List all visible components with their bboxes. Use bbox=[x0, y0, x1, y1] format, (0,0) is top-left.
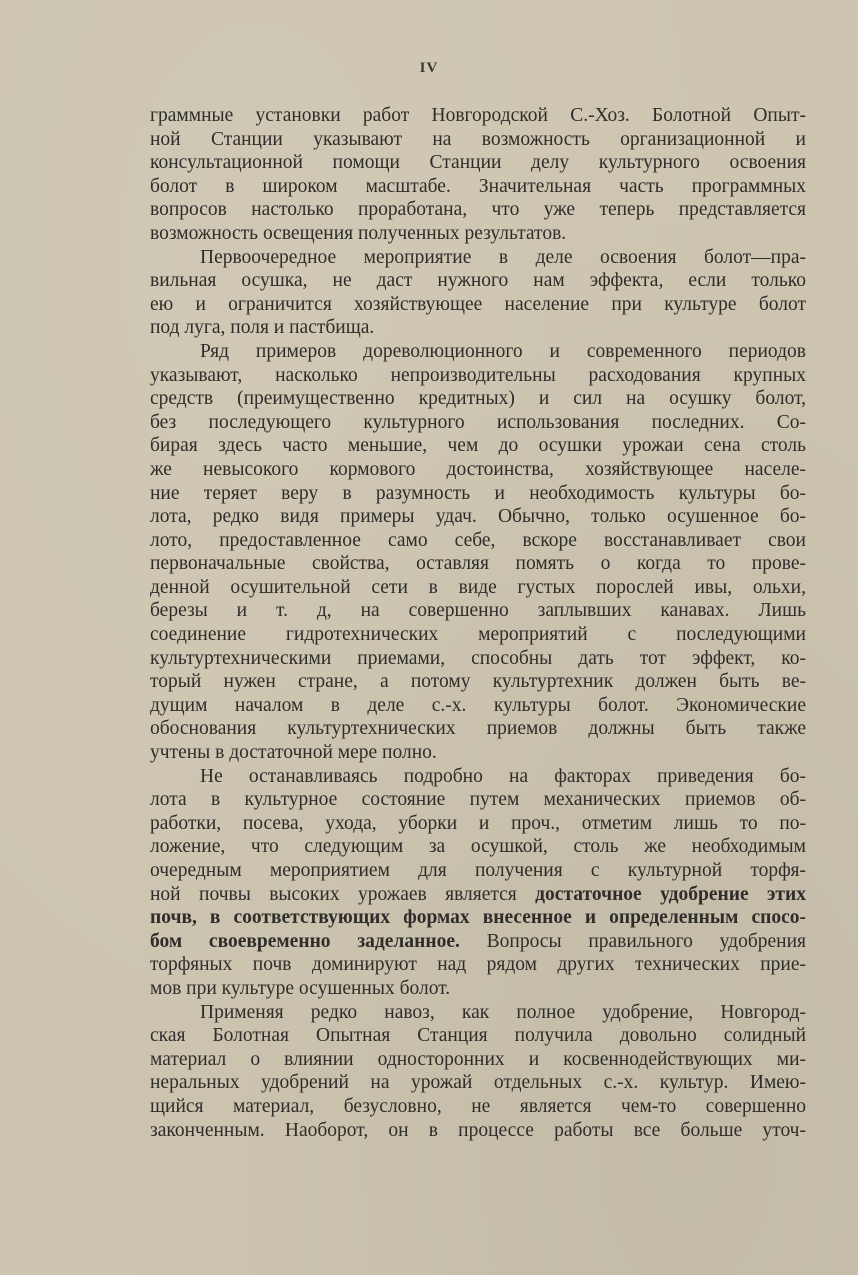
text-line: бирая здесь часто меньшие, чем до осушки урожаи сена столь bbox=[150, 435, 806, 457]
text-line: культуртехническими приемами, способны дать тот эффект, ко- bbox=[150, 647, 806, 669]
text-line: лота, редко видя примеры удач. Обычно, только осушенное бо- bbox=[150, 506, 806, 528]
paragraph-1 bbox=[150, 104, 806, 246]
text-line: Применяя редко навоз, как полное удобрение, Новгород- bbox=[200, 1001, 806, 1023]
text-line: материал о влиянии односторонних и косвеннодействующих ми- bbox=[150, 1048, 806, 1070]
text-line: Не останавливаясь подробно на факторах приведения бо- bbox=[200, 765, 806, 787]
text-line: мов при культуре осушенных болот. bbox=[150, 977, 451, 999]
text-line: торый нужен стране, а потому культуртехник должен быть ве- bbox=[150, 671, 806, 693]
text-line: Ряд примеров дореволюционного и современного периодов bbox=[200, 340, 806, 362]
text-line: торфяных почв доминируют над рядом других технических прие- bbox=[150, 954, 806, 976]
text-line: законченным. Наоборот, он в процессе работы все больше уточ- bbox=[150, 1119, 806, 1141]
text-line: вопросов настолько проработана, что уже теперь представляется bbox=[150, 199, 806, 221]
text-line: щийся материал, безусловно, не является чем-то совершенно bbox=[150, 1095, 806, 1117]
text-line: вильная осушка, не даст нужного нам эффекта, если только bbox=[150, 270, 806, 292]
text-line: указывают, насколько непроизводительны расходования крупных bbox=[150, 364, 806, 386]
text-segment: Вопросы правильного удобрения bbox=[459, 930, 806, 952]
text-line: возможность освещения полученных результатов. bbox=[150, 222, 567, 244]
paragraph-2 bbox=[150, 246, 806, 340]
text-line: консультационной помощи Станции делу культурного освоения bbox=[150, 152, 806, 174]
text-segment: ной почвы высоких урожаев является bbox=[150, 883, 536, 905]
text-line: соединение гидротехнических мероприятий с последующими bbox=[150, 624, 806, 646]
text-line: березы и т. д, на совершенно заплывших канавах. Лишь bbox=[150, 600, 806, 622]
paragraph-5 bbox=[150, 1001, 806, 1143]
emphasis-text: достаточное удобрение этих bbox=[535, 883, 806, 905]
text-line-mixed bbox=[150, 930, 806, 954]
text-line: ложение, что следующим за осушкой, столь же необходимым bbox=[150, 836, 806, 858]
paragraph-3 bbox=[150, 340, 806, 765]
text-line: лота в культурное состояние путем механических приемов об- bbox=[150, 789, 806, 811]
body-text bbox=[150, 104, 806, 1142]
text-line: ние теряет веру в разумность и необходимость культуры бо- bbox=[150, 482, 806, 504]
text-line: без последующего культурного использования последних. Со- bbox=[150, 411, 806, 433]
text-line: денной осушительной сети в виде густых порослей ивы, ольхи, bbox=[150, 576, 806, 598]
text-line: учтены в достаточной мере полно. bbox=[150, 742, 437, 764]
text-line: очередным мероприятием для получения с культурной торфя- bbox=[150, 860, 806, 881]
text-line: ею и ограничится хозяйствующее население при культуре болот bbox=[150, 293, 806, 315]
text-line: дущим началом в деле с.-х. культуры болот. Экономические bbox=[150, 694, 806, 716]
paragraph-4 bbox=[150, 765, 806, 1001]
text-line: болот в широком масштабе. Значительная часть программных bbox=[150, 175, 806, 197]
text-line: неральных удобрений на урожай отдельных с.-х. культур. Имею- bbox=[150, 1072, 806, 1094]
text-line: же невысокого кормового достоинства, хозяйствующее населе- bbox=[150, 458, 806, 480]
text-line: ной Станции указывают на возможность организационной и bbox=[150, 128, 806, 150]
text-line: работки, посева, ухода, уборки и проч., отметим лишь то по- bbox=[150, 812, 806, 834]
text-line: лото, предоставленное само себе, вскоре восстанавливает свои bbox=[150, 529, 806, 551]
text-line: первоначальные свойства, оставляя помять о когда то прове- bbox=[150, 553, 806, 575]
text-line: граммные установки работ Новгородской С.-Хоз. Болотной Опыт- bbox=[150, 105, 806, 126]
text-line: под луга, поля и пастбища. bbox=[150, 317, 375, 339]
text-line: средств (преимущественно кредитных) и сил на осушку болот, bbox=[150, 388, 806, 410]
text-line: Первоочередное мероприятие в деле освоения болот—пра- bbox=[200, 246, 806, 268]
emphasis-text: бом своевременно заделанное. bbox=[150, 930, 460, 952]
emphasis-line: почв, в соответствующих формах внесенное и определенным спосо- bbox=[150, 907, 806, 929]
page-number: IV bbox=[419, 60, 439, 76]
text-line: ская Болотная Опытная Станция получила довольно солидный bbox=[150, 1025, 806, 1047]
text-line: обоснования культуртехнических приемов должны быть также bbox=[150, 718, 806, 740]
text-line-mixed bbox=[150, 883, 806, 907]
